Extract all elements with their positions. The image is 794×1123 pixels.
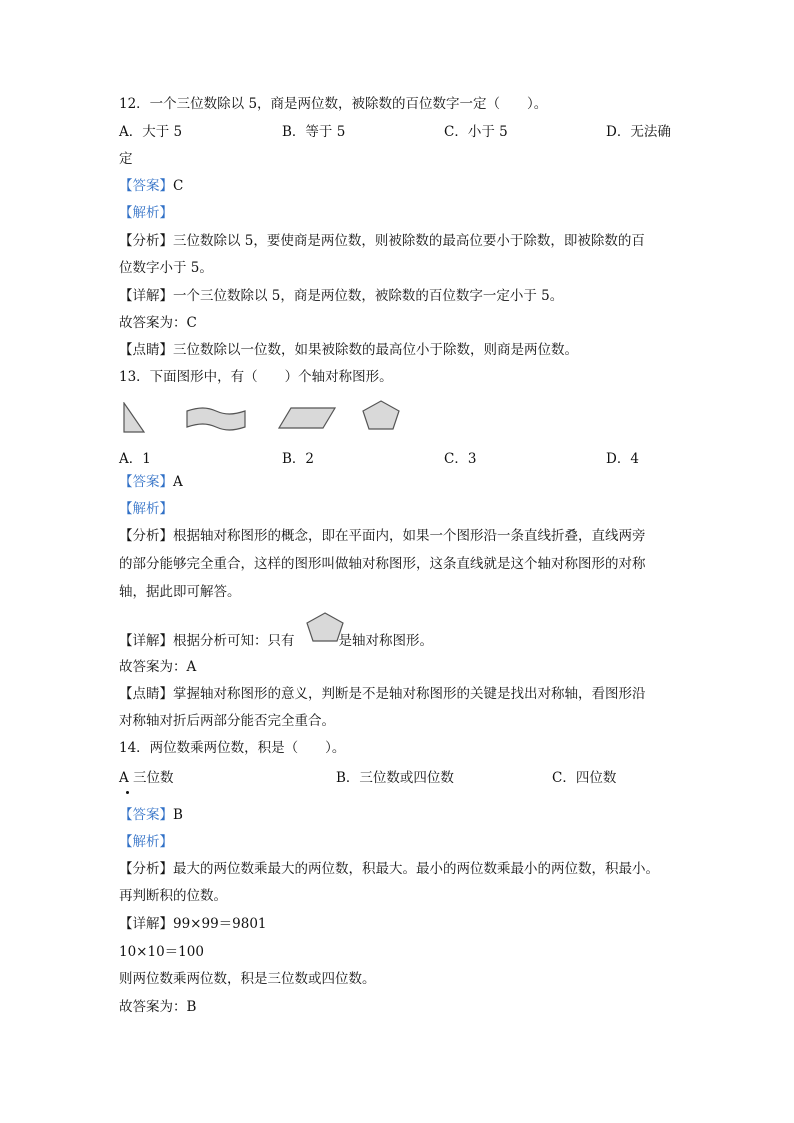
- q12-option-a: A．大于 5: [119, 124, 183, 140]
- dianjing-text: 掌握轴对称图形的意义，判断是不是轴对称图形的关键是找出对称轴，看图形沿: [173, 686, 646, 702]
- q14-answer: [119, 805, 183, 825]
- q13-analysis-tag: 【解析】: [119, 501, 173, 517]
- q14-analysis-tag: 【解析】: [119, 834, 173, 850]
- detail-text: 一个三位数除以 5，商是两位数，被除数的百位数字一定小于 5。: [173, 288, 564, 304]
- fenxi-text: 三位数除以 5，要使商是两位数，则被除数的最高位要小于除数，即被除数的百: [173, 233, 645, 249]
- dianjing-text: 三位数除以一位数，如果被除数的最高位小于除数，则商是两位数。: [173, 342, 578, 358]
- option-a-dot: [126, 791, 129, 794]
- fenxi-text: 最大的两位数乘最大的两位数，积最大。最小的两位数乘最小的两位数，积最小。: [173, 861, 659, 877]
- fenxi-tag: 【分析】: [119, 528, 173, 544]
- detail-tag: 【详解】: [119, 288, 173, 304]
- q13-fenxi-1: [119, 526, 646, 546]
- q14-final: 故答案为：B: [119, 999, 197, 1015]
- q12-option-c: C．小于 5: [444, 124, 508, 140]
- q14-fenxi-1: [119, 859, 659, 879]
- answer-tag: 【答案】: [119, 178, 173, 194]
- q12-option-d: D．无法确: [606, 124, 671, 140]
- q12-stem: 12．一个三位数除以 5，商是两位数，被除数的百位数字一定（ ）。: [119, 96, 548, 112]
- detail-post: 是轴对称图形。: [338, 633, 433, 649]
- q14-option-c: C．四位数: [552, 770, 617, 786]
- q13-answer: [119, 472, 183, 492]
- q12-analysis-tag: 【解析】: [119, 205, 173, 221]
- q12-fenxi-2: 位数字小于 5。: [119, 260, 213, 276]
- q13-option-c: C．3: [444, 451, 477, 467]
- q13-option-b: B．2: [282, 451, 315, 467]
- q14-stem: 14．两位数乘两位数，积是（ ）。: [119, 740, 346, 756]
- q13-stem: 13．下面图形中，有（ ）个轴对称图形。: [119, 369, 393, 385]
- right-triangle-icon: [122, 402, 146, 434]
- pentagon-icon: [360, 399, 402, 431]
- q12-fenxi-1: [119, 231, 645, 251]
- q12-option-b: B．等于 5: [282, 124, 346, 140]
- fenxi-tag: 【分析】: [119, 233, 173, 249]
- q13-final: 故答案为：A: [119, 659, 197, 675]
- q13-option-a: A．1: [119, 451, 151, 467]
- pentagon-inline-icon: [304, 611, 346, 643]
- q13-option-d: D．4: [606, 451, 639, 467]
- q12-detail: [119, 286, 563, 306]
- parallelogram-icon: [277, 406, 337, 430]
- q14-detail-3: 则两位数乘两位数，积是三位数或四位数。: [119, 971, 376, 987]
- q14-detail-1: [119, 914, 267, 934]
- answer-value: C: [173, 178, 184, 194]
- wavy-strip-icon: [185, 406, 247, 432]
- q13-detail: [119, 631, 433, 651]
- fenxi-text: 根据轴对称图形的概念，即在平面内，如果一个图形沿一条直线折叠，直线两旁: [173, 528, 646, 544]
- fenxi-tag: 【分析】: [119, 861, 173, 877]
- q13-fenxi-3: 轴，据此即可解答。: [119, 584, 241, 600]
- answer-tag: 【答案】: [119, 807, 173, 823]
- q14-option-a: A 三位数: [119, 770, 174, 786]
- answer-value: A: [173, 474, 183, 490]
- answer-value: B: [173, 807, 183, 823]
- q13-dianjing-1: [119, 684, 646, 704]
- detail-tag: 【详解】: [119, 916, 173, 932]
- q12-option-d-wrap: 定: [119, 151, 133, 167]
- q12-answer: [119, 176, 183, 196]
- q12-final: 故答案为：C: [119, 315, 197, 331]
- q13-dianjing-2: 对称轴对折后两部分能否完全重合。: [119, 713, 335, 729]
- q12-dianjing: [119, 340, 578, 360]
- answer-tag: 【答案】: [119, 474, 173, 490]
- detail-text: 99×99＝9801: [173, 916, 267, 932]
- q14-fenxi-2: 再判断积的位数。: [119, 888, 227, 904]
- detail-pre: 根据分析可知：只有: [173, 633, 295, 649]
- q14-detail-2: 10×10＝100: [119, 944, 204, 960]
- dianjing-tag: 【点睛】: [119, 342, 173, 358]
- q14-option-b: B．三位数或四位数: [336, 770, 454, 786]
- detail-tag: 【详解】: [119, 633, 173, 649]
- q13-fenxi-2: 的部分能够完全重合，这样的图形叫做轴对称图形，这条直线就是这个轴对称图形的对称: [119, 556, 646, 572]
- dianjing-tag: 【点睛】: [119, 686, 173, 702]
